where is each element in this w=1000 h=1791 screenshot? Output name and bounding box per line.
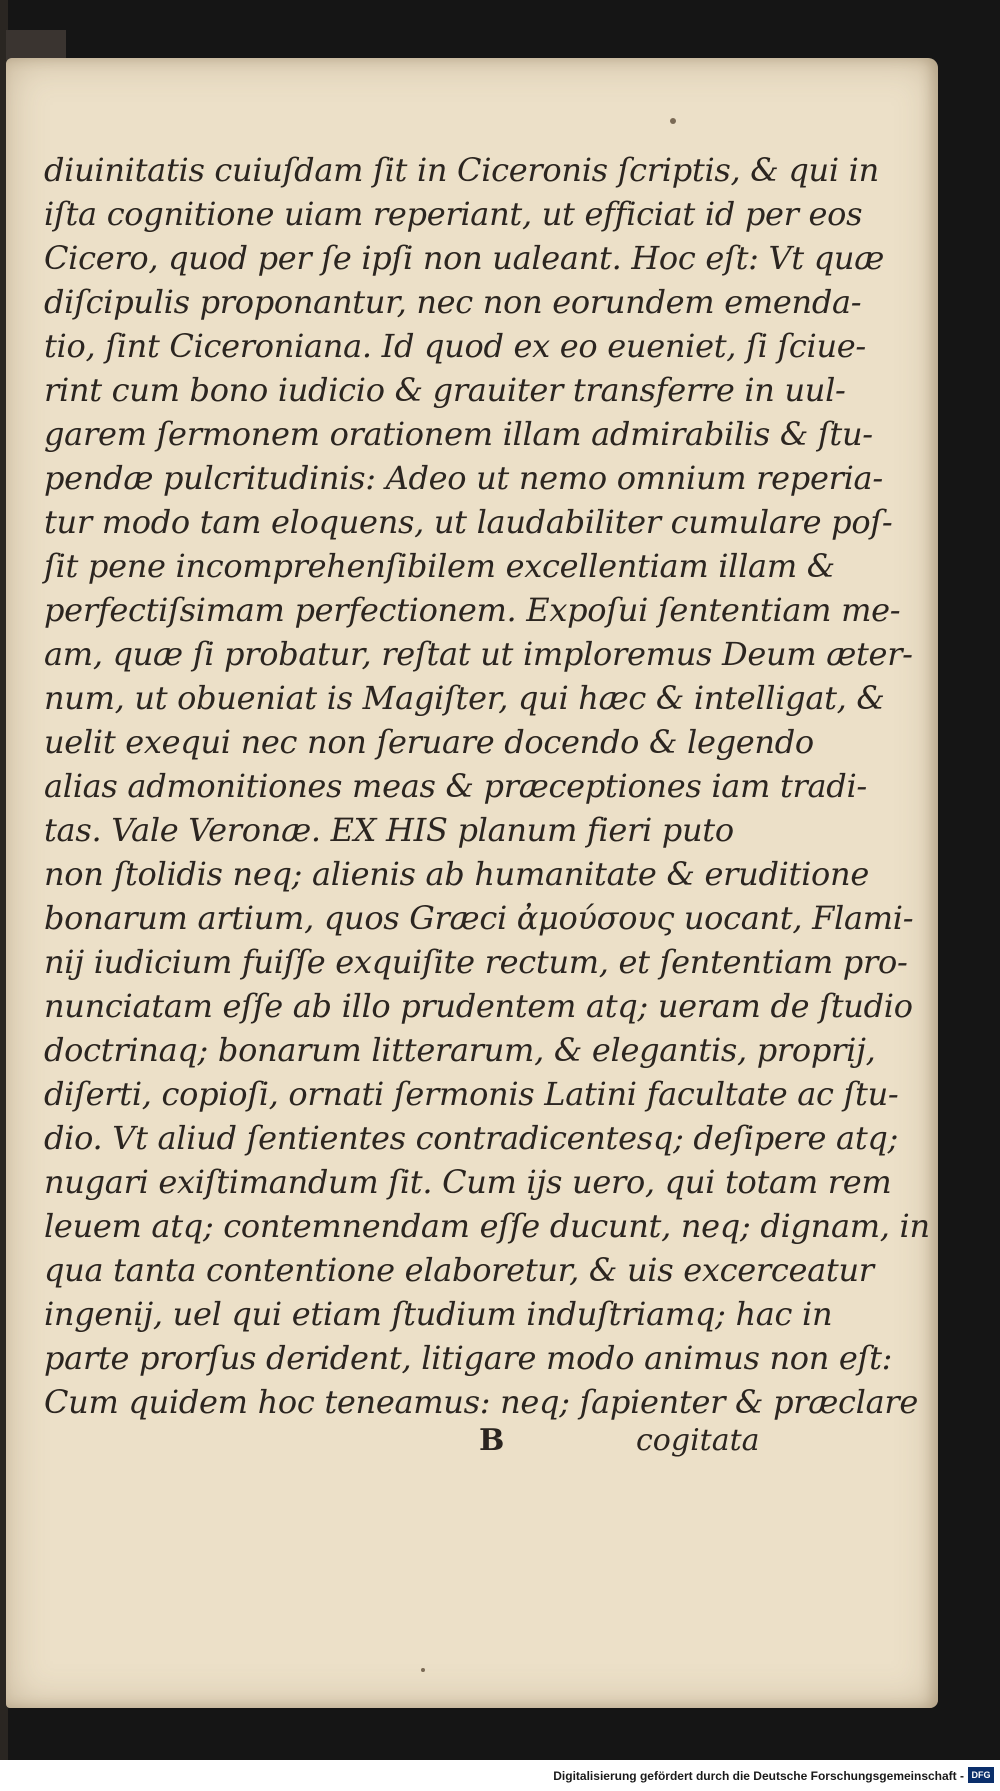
page-footer <box>6 1423 938 1467</box>
signature-mark: B <box>479 1423 505 1458</box>
text-line: num, ut obueniat is Magiſter, qui hæc & intelligat, & <box>44 679 885 717</box>
binding-shadow <box>6 30 66 60</box>
text-line: leuem atq; contemnendam eſſe ducunt, neq; dignam, in <box>44 1207 930 1245</box>
text-line: doctrinaq; bonarum litterarum, & elegantis, proprij, <box>44 1031 876 1069</box>
text-line: parte prorſus derident, litigare modo animus non eſt: <box>44 1339 893 1377</box>
text-line: bonarum artium, quos Græci ἀμούσους uocant, Flami- <box>44 899 914 937</box>
text-line: diſerti, copioſi, ornati ſermonis Latini facultate ac ſtu- <box>44 1075 899 1113</box>
page-text <box>44 148 930 1424</box>
text-line: dio. Vt aliud ſentientes contradicentesq; deſipere atq; <box>44 1119 899 1157</box>
text-line: ſit pene incomprehenſibilem excellentiam illam & <box>44 547 835 585</box>
text-line: diuinitatis cuiuſdam ſit in Ciceronis ſcriptis, & qui in <box>44 151 879 189</box>
text-line: nij iudicium fuiſſe exquiſite rectum, et ſententiam pro- <box>44 943 908 981</box>
text-line: iſta cognitione uiam reperiant, ut efficiat id per eos <box>44 195 863 233</box>
text-line: qua tanta contentione elaboretur, & uis excerceatur <box>44 1251 874 1289</box>
text-line: ingenij, uel qui etiam ſtudium induſtriamq; hac in <box>44 1295 833 1333</box>
text-line: non ſtolidis neq; alienis ab humanitate & eruditione <box>44 855 869 893</box>
text-line: nunciatam eſſe ab illo prudentem atq; ueram de ſtudio <box>44 987 913 1025</box>
text-line: perfectiſsimam perfectionem. Expoſui ſententiam me- <box>44 591 901 629</box>
text-line: Cum quidem hoc teneamus: neq; ſapienter & præclare <box>44 1383 919 1421</box>
text-line: diſcipulis proponantur, nec non eorundem emenda- <box>44 283 862 321</box>
dfg-logo: DFG <box>968 1767 994 1783</box>
text-line: uelit exequi nec non ſeruare docendo & legendo <box>44 723 814 761</box>
catchword: cogitata <box>636 1423 760 1458</box>
text-line: garem ſermonem orationem illam admirabilis & ſtu- <box>44 415 873 453</box>
ink-speck <box>670 118 676 124</box>
text-line: tur modo tam eloquens, ut laudabiliter cumulare poſ- <box>44 503 893 541</box>
text-line: am, quæ ſi probatur, reſtat ut imploremus Deum æter- <box>44 635 913 673</box>
credit-text: Digitalisierung gefördert durch die Deutsche Forschungsgemeinschaft - <box>553 1769 964 1783</box>
text-line: pendæ pulcritudinis: Adeo ut nemo omnium reperia- <box>44 459 883 497</box>
text-line: tio, ſint Ciceroniana. Id quod ex eo eueniet, ſi ſciue- <box>44 327 866 365</box>
text-line: rint cum bono iudicio & grauiter transferre in uul- <box>44 371 846 409</box>
text-line: tas. Vale Veronæ. EX HIS planum fieri puto <box>44 811 734 849</box>
text-line: Cicero, quod per ſe ipſi non ualeant. Hoc eſt: Vt quæ <box>44 239 884 277</box>
text-line: alias admonitiones meas & præceptiones iam tradi- <box>44 767 867 805</box>
ink-speck <box>421 1668 425 1672</box>
text-line: nugari exiſtimandum ſit. Cum ijs uero, qui totam rem <box>44 1163 892 1201</box>
book-page <box>6 58 938 1708</box>
